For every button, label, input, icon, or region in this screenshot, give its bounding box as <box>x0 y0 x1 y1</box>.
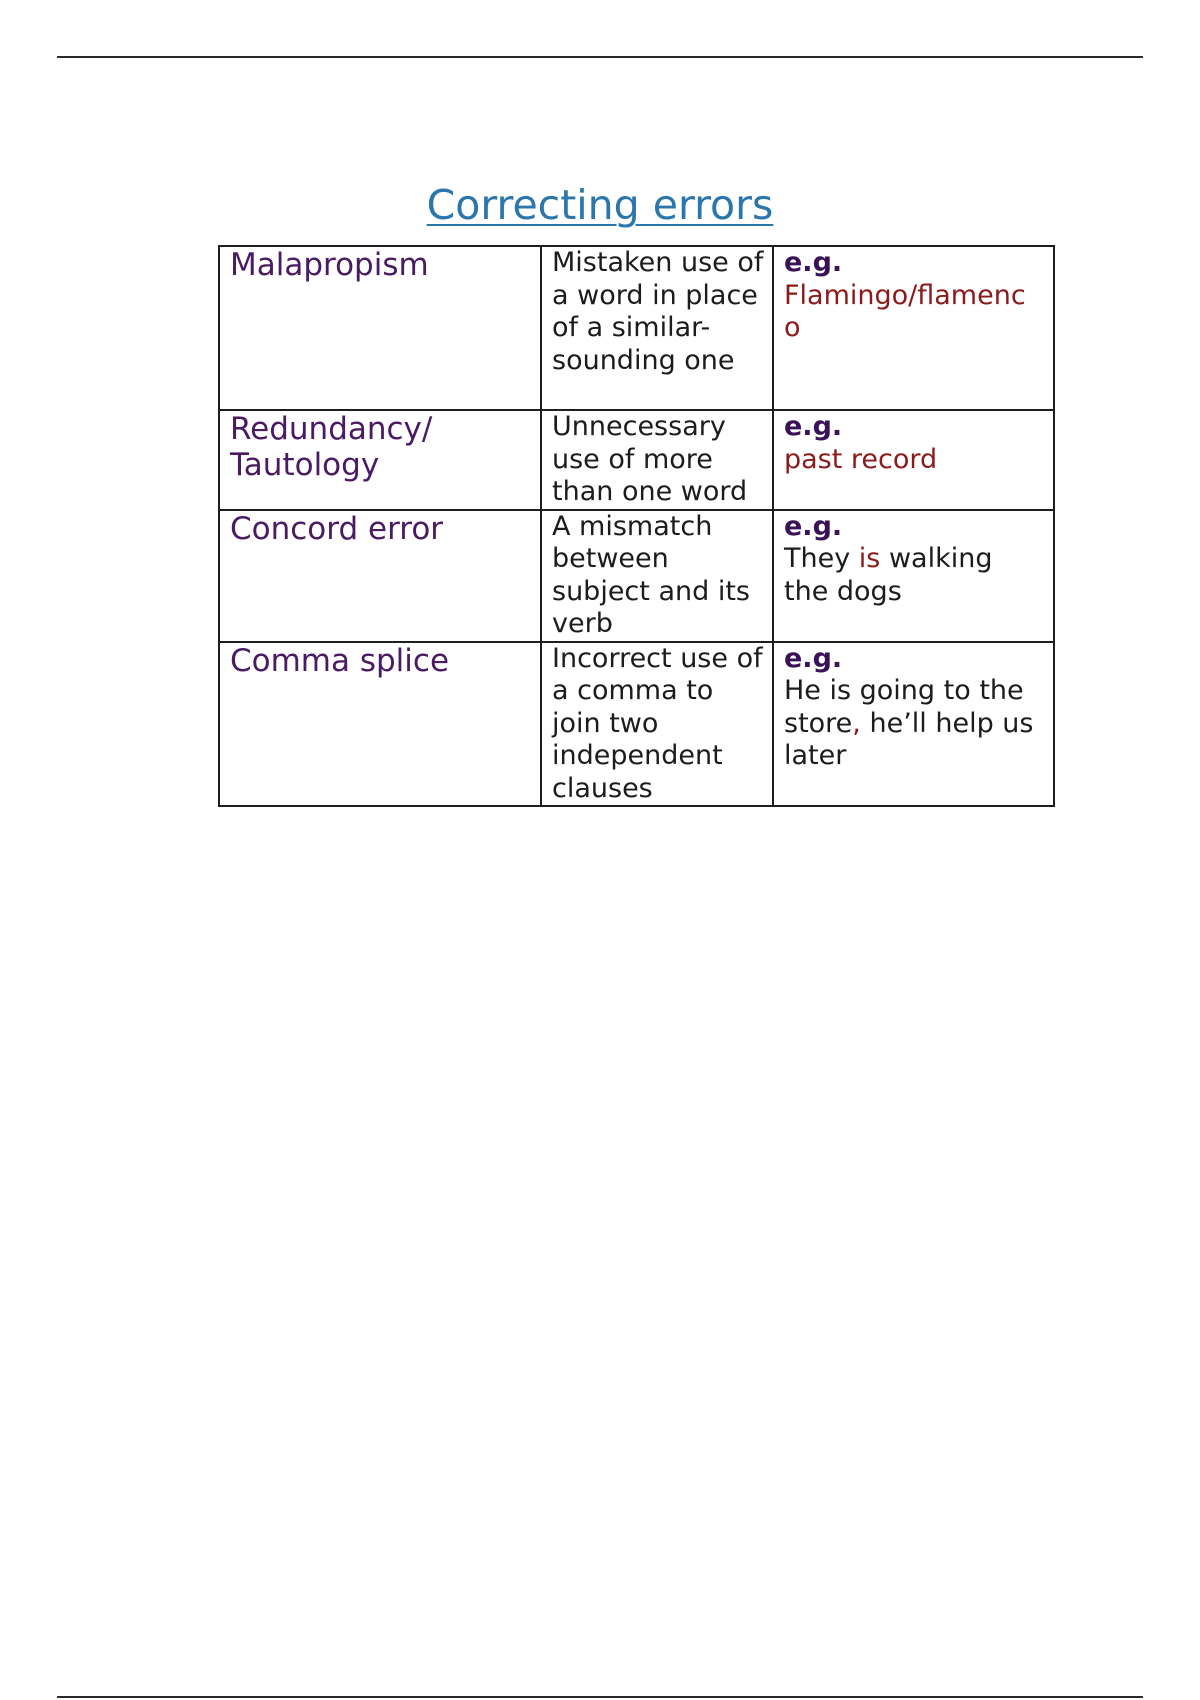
term-cell: Concord error <box>219 510 541 642</box>
eg-label: e.g. <box>784 642 843 674</box>
eg-label: e.g. <box>784 510 843 542</box>
errors-table <box>218 245 1055 807</box>
definition-cell: Mistaken use of a word in place of a similar-sounding one <box>541 246 773 410</box>
example-cell <box>773 246 1054 410</box>
example-text-after: he’ll help us later <box>784 707 1034 771</box>
eg-label: e.g. <box>784 411 843 442</box>
footer-rule <box>57 1696 1143 1698</box>
example-cell <box>773 510 1054 642</box>
example-text: Flamingo/flamenc <box>784 279 1026 311</box>
table-row <box>219 510 1054 642</box>
definition-cell: A mismatch between subject and its verb <box>541 510 773 642</box>
example-text-continued: o <box>784 312 801 343</box>
example-text-before: He is going to the store <box>784 675 1024 739</box>
header-rule <box>57 56 1143 58</box>
definition-cell: Unnecessary use of more than one word <box>541 410 773 510</box>
term-cell: Malapropism <box>219 246 541 410</box>
term-cell: Redundancy/ Tautology <box>219 410 541 510</box>
example-cell <box>773 410 1054 510</box>
term-cell: Comma splice <box>219 642 541 807</box>
example-text-after: walking the dogs <box>784 543 993 607</box>
example-cell <box>773 642 1054 807</box>
table-row <box>219 642 1054 807</box>
example-text-before: They <box>784 543 859 574</box>
example-error-highlight: is <box>858 543 881 574</box>
page-title: Correcting errors <box>426 181 774 229</box>
example-text: past record <box>784 443 938 475</box>
definition-cell: Incorrect use of a comma to join two independent clauses <box>541 642 773 807</box>
eg-label: e.g. <box>784 247 843 278</box>
example-error-highlight: , <box>852 707 861 739</box>
table-row <box>219 246 1054 410</box>
table-row <box>219 410 1054 510</box>
